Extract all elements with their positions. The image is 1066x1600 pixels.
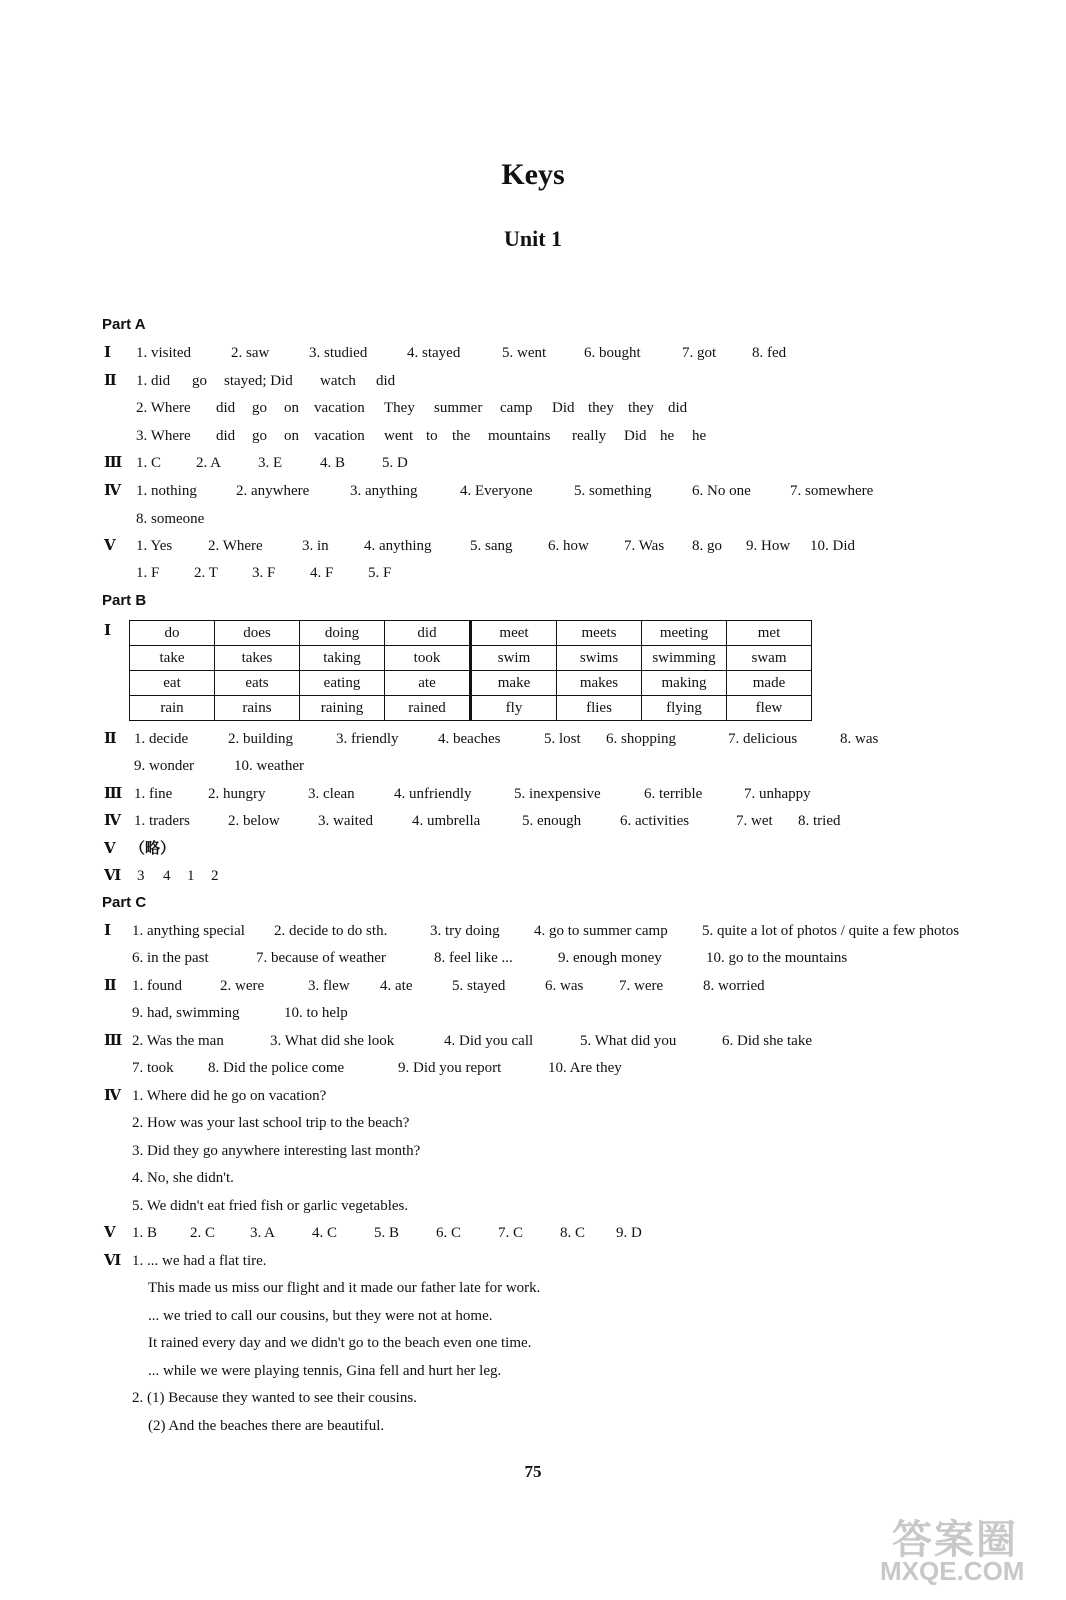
watermark-en: MXQE.COM xyxy=(880,1556,1025,1586)
table-cell: rained xyxy=(385,696,471,721)
table-cell: rain xyxy=(130,696,215,721)
part-c-section-4-line-1: 1. Where did he go on vacation? xyxy=(132,1088,327,1104)
part-c-section-2-cont: 9. had, swimming 10. to help xyxy=(132,1005,348,1021)
table-cell: raining xyxy=(300,696,385,721)
table-cell: doing xyxy=(300,621,385,646)
table-cell: take xyxy=(130,646,215,671)
part-c-section-6-line-2: This made us miss our flight and it made our father late for work. xyxy=(148,1280,541,1296)
part-b-roman-2: Ⅱ xyxy=(104,731,117,747)
table-cell: making xyxy=(642,671,727,696)
table-cell: ate xyxy=(385,671,471,696)
part-c-section-2: 1. found 2. were 3. flew 4. ate 5. stayed 6. was 7. were 8. worried xyxy=(132,978,765,994)
part-c-heading: Part C xyxy=(102,894,147,911)
table-row xyxy=(130,621,812,646)
table-cell: eating xyxy=(300,671,385,696)
part-c-section-6-line-6: 2. (1) Because they wanted to see their cousins. xyxy=(132,1390,417,1406)
part-b-section-6: 3 4 1 2 xyxy=(137,868,219,884)
part-a-section-5: 1. Yes 2. Where 3. in 4. anything 5. sang 6. how 7. Was 8. go 9. How 10. Did xyxy=(136,538,855,554)
watermark-cn: 答案圈 xyxy=(892,1518,1018,1562)
table-cell: swimming xyxy=(642,646,727,671)
part-c-roman-3: Ⅲ xyxy=(104,1033,123,1049)
part-c-roman-4: Ⅳ xyxy=(104,1088,122,1104)
table-cell: make xyxy=(471,671,557,696)
part-b-roman-3: Ⅲ xyxy=(104,786,123,802)
table-cell: fly xyxy=(471,696,557,721)
part-c-section-6-line-5: ... while we were playing tennis, Gina fell and hurt her leg. xyxy=(148,1363,502,1379)
part-a-roman-1: Ⅰ xyxy=(104,345,112,361)
part-a-roman-5: Ⅴ xyxy=(104,538,116,554)
table-cell: took xyxy=(385,646,471,671)
table-cell: meeting xyxy=(642,621,727,646)
table-cell: do xyxy=(130,621,215,646)
part-b-roman-1: Ⅰ xyxy=(104,623,112,639)
part-b-section-3: 1. fine 2. hungry 3. clean 4. unfriendly 5. inexpensive 6. terrible 7. unhappy xyxy=(134,786,811,802)
part-c-roman-1: Ⅰ xyxy=(104,923,112,939)
table-cell: flew xyxy=(727,696,812,721)
part-b-section-2: 1. decide 2. building 3. friendly 4. beaches 5. lost 6. shopping 7. delicious 8. was xyxy=(134,731,879,747)
table-cell: taking xyxy=(300,646,385,671)
table-cell: rains xyxy=(215,696,300,721)
part-b-roman-6: Ⅵ xyxy=(104,868,122,884)
page-title: Keys xyxy=(501,158,565,191)
part-c-roman-2: Ⅱ xyxy=(104,978,117,994)
table-cell: swims xyxy=(557,646,642,671)
watermark-logo xyxy=(874,1500,1044,1590)
table-row xyxy=(130,696,812,721)
part-c-section-6-line-7: (2) And the beaches there are beautiful. xyxy=(148,1418,385,1434)
part-c-section-3: 2. Was the man 3. What did she look 4. Did you call 5. What did you 6. Did she take xyxy=(132,1033,812,1049)
part-b-section-4: 1. traders 2. below 3. waited 4. umbrella 5. enough 6. activities 7. wet 8. tried xyxy=(134,813,841,829)
verb-forms-table xyxy=(129,620,812,721)
part-a-roman-3: Ⅲ xyxy=(104,455,123,471)
part-c-roman-5: Ⅴ xyxy=(104,1225,116,1241)
part-b-section-2-cont: 9. wonder 10. weather xyxy=(134,758,304,774)
table-cell: eats xyxy=(215,671,300,696)
table-cell: eat xyxy=(130,671,215,696)
part-c-section-1-cont: 6. in the past 7. because of weather 8. feel like ... 9. enough money 10. go to the mountains xyxy=(132,950,848,966)
part-b-section-5: （略） xyxy=(130,841,176,857)
part-c-section-4-line-3: 3. Did they go anywhere interesting last month? xyxy=(132,1143,421,1159)
part-c-section-4-line-2: 2. How was your last school trip to the beach? xyxy=(132,1115,410,1131)
table-cell: swim xyxy=(471,646,557,671)
part-a-section-2-row-3: 3. Where did go on vacation went to the mountains really Did he he xyxy=(136,428,707,444)
part-a-section-3: 1. C 2. A 3. E 4. B 5. D xyxy=(136,455,408,471)
part-c-roman-6: Ⅵ xyxy=(104,1253,122,1269)
page-number: 75 xyxy=(524,1462,542,1481)
part-c-section-4-line-5: 5. We didn't eat fried fish or garlic vegetables. xyxy=(132,1198,409,1214)
part-a-roman-2: Ⅱ xyxy=(104,373,117,389)
part-b-roman-4: Ⅳ xyxy=(104,813,122,829)
part-c-section-6-line-4: It rained every day and we didn't go to the beach even one time. xyxy=(148,1335,532,1351)
table-cell: met xyxy=(727,621,812,646)
part-c-section-6-line-3: ... we tried to call our cousins, but they were not at home. xyxy=(148,1308,493,1324)
unit-title: Unit 1 xyxy=(503,226,563,251)
table-cell: meets xyxy=(557,621,642,646)
part-c-section-3-cont: 7. took 8. Did the police come 9. Did you report 10. Are they xyxy=(132,1060,622,1076)
part-a-section-1: 1. visited 2. saw 3. studied 4. stayed 5. went 6. bought 7. got 8. fed xyxy=(136,345,787,361)
table-cell: flying xyxy=(642,696,727,721)
part-c-section-4-line-4: 4. No, she didn't. xyxy=(132,1170,234,1186)
part-a-heading: Part A xyxy=(102,316,146,333)
table-cell: flies xyxy=(557,696,642,721)
part-a-section-2-row-2: 2. Where did go on vacation They summer camp Did they they did xyxy=(136,400,688,416)
table-cell: swam xyxy=(727,646,812,671)
part-c-section-1: 1. anything special 2. decide to do sth. 3. try doing 4. go to summer camp 5. quite a lot of photos / quite a few photos xyxy=(132,923,960,939)
table-cell: meet xyxy=(471,621,557,646)
part-c-section-6-line-1: 1. ... we had a flat tire. xyxy=(132,1253,267,1269)
table-cell: does xyxy=(215,621,300,646)
table-row xyxy=(130,646,812,671)
table-cell: did xyxy=(385,621,471,646)
part-a-section-5-cont: 1. F 2. T 3. F 4. F 5. F xyxy=(136,565,392,581)
table-cell: made xyxy=(727,671,812,696)
part-a-section-4: 1. nothing 2. anywhere 3. anything 4. Everyone 5. something 6. No one 7. somewhere xyxy=(136,483,874,499)
table-cell: takes xyxy=(215,646,300,671)
part-a-section-2-row-1: 1. did go stayed; Did watch did xyxy=(136,373,396,389)
table-cell: makes xyxy=(557,671,642,696)
part-c-section-5: 1. B 2. C 3. A 4. C 5. B 6. C 7. C 8. C 9. D xyxy=(132,1225,642,1241)
part-b-heading: Part B xyxy=(102,592,147,609)
part-a-roman-4: Ⅳ xyxy=(104,483,122,499)
table-row xyxy=(130,671,812,696)
part-a-section-4-cont: 8. someone xyxy=(136,511,205,527)
part-b-roman-5: Ⅴ xyxy=(104,841,116,857)
